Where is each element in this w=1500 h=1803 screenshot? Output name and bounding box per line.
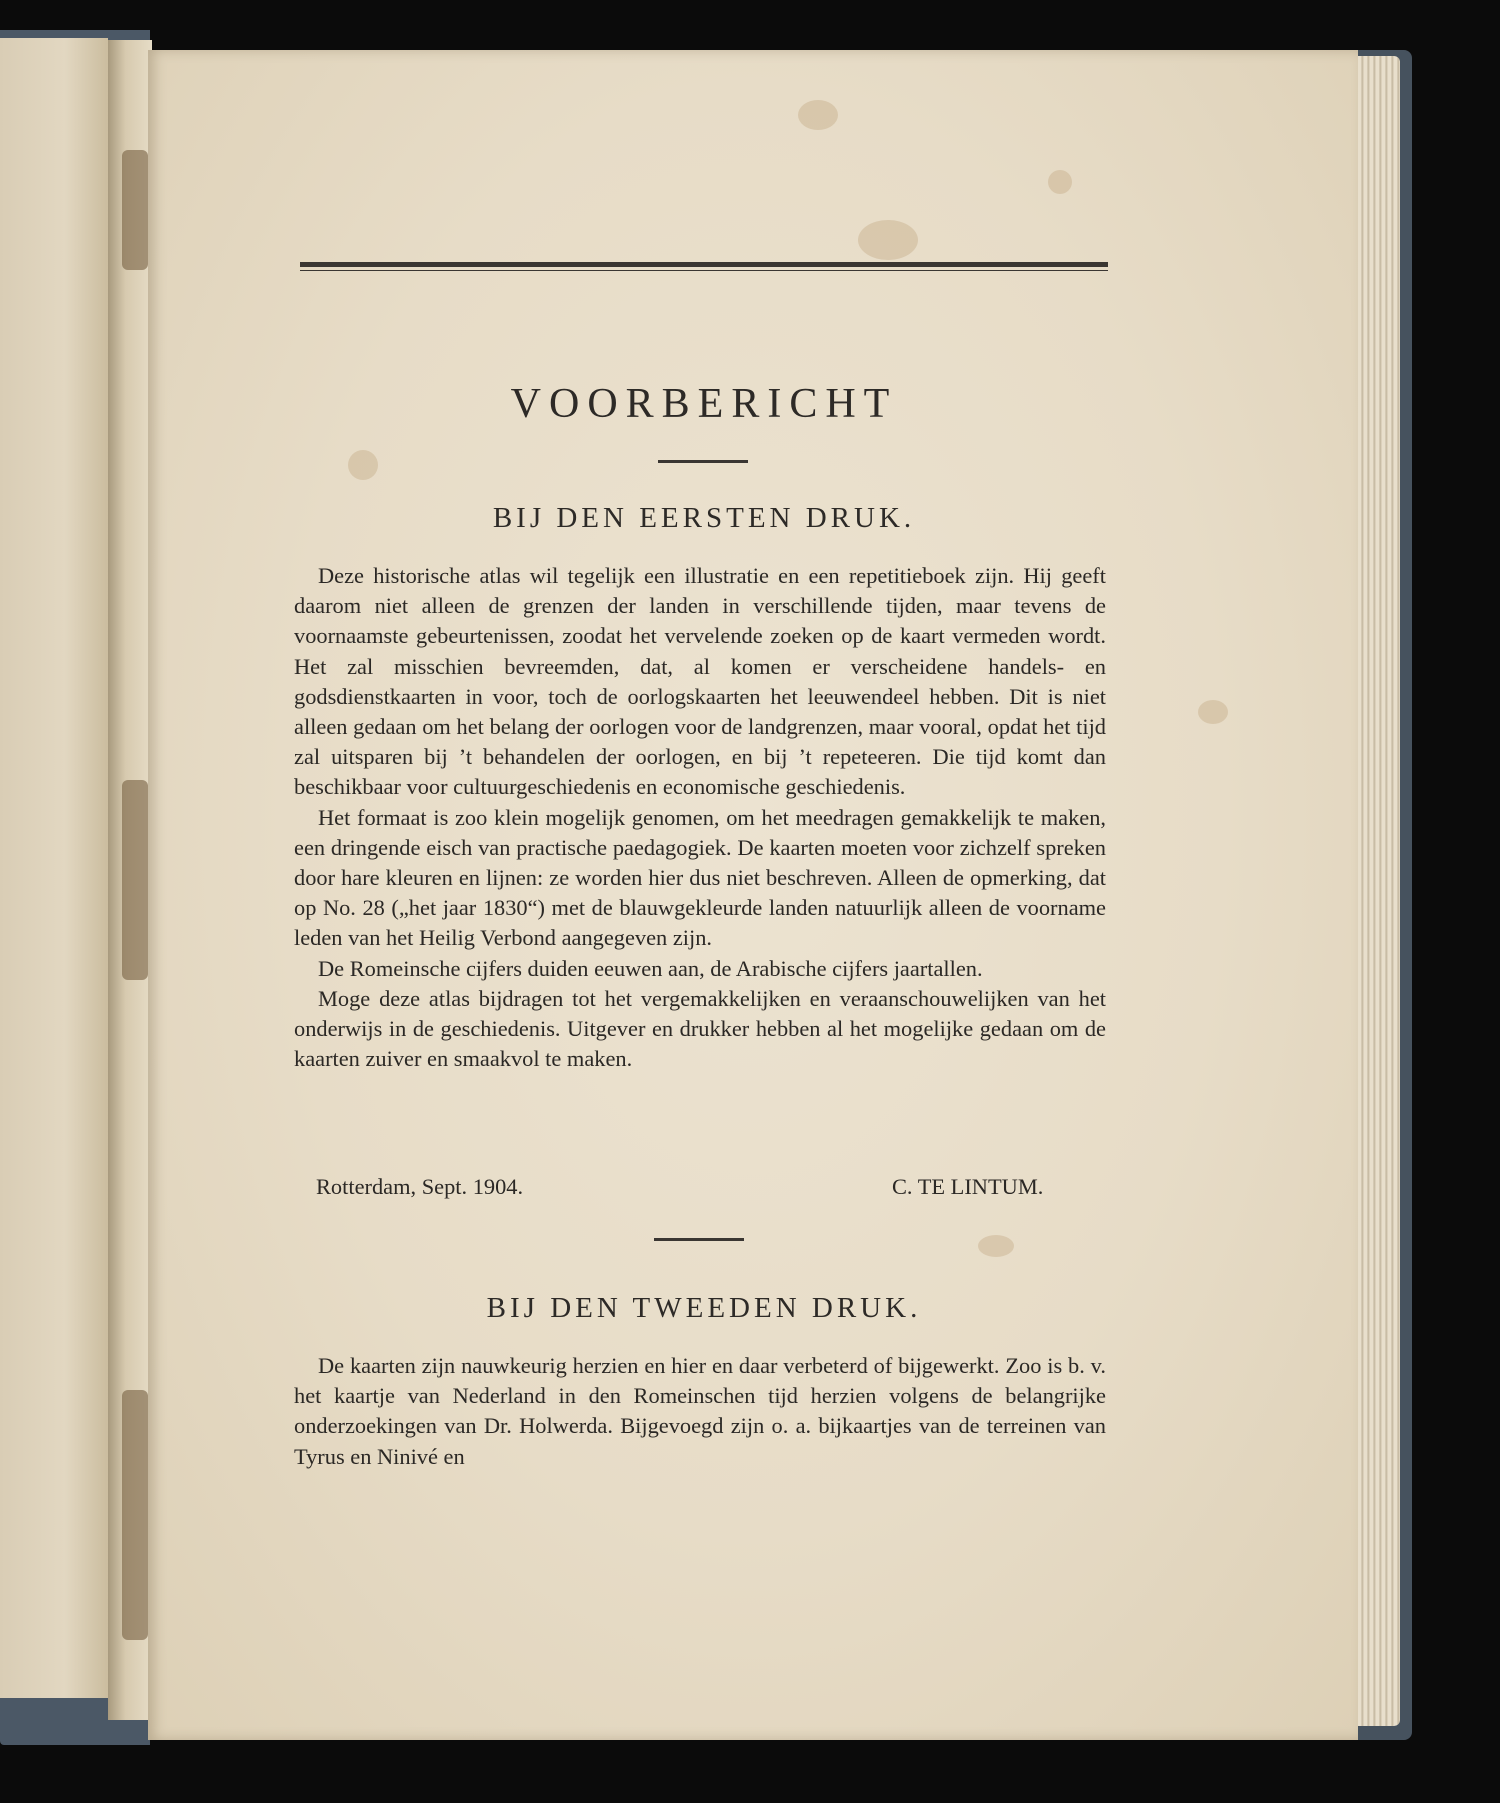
binding-stain	[122, 150, 148, 270]
binding-stain	[122, 780, 148, 980]
second-edition-text	[294, 1351, 1106, 1472]
paragraph: Moge deze atlas bijdragen tot het vergemakkelijken en veraanschouwelijken van het onderwijs in de geschiedenis. Uitgever en drukker hebben al het mogelijke gedaan om de kaarten zuiver en smaakvol te maken.	[294, 985, 1106, 1072]
foxing-spot	[798, 100, 838, 130]
paragraph: De Romeinsche cijfers duiden eeuwen aan, de Arabische cijfers jaartallen.	[318, 955, 983, 981]
left-page	[0, 38, 108, 1698]
foxing-spot	[858, 220, 918, 260]
paragraph: Het formaat is zoo klein mogelijk genomen, om het meedragen gemakkelijk te maken, een dringende eisch van practische paedagogiek. De kaarten moeten voor zichzelf spreken door hare kleuren en lijnen: ze worden hier dus niet beschreven. Alleen de opmerking, dat op No. 28 („het jaar 1830“) met de blauwgekleurde landen natuurlijk alleen de voorname leden van het Heilig Verbond aangegeven zijn.	[294, 804, 1106, 951]
section-divider	[654, 1238, 744, 1241]
author-signature: C. TE LINTUM.	[892, 1174, 1044, 1199]
title-divider	[658, 460, 748, 463]
foxing-spot	[1198, 700, 1228, 724]
first-edition-heading: BIJ DEN EERSTEN DRUK.	[492, 502, 916, 534]
foxing-spot	[1048, 170, 1072, 194]
top-double-rule	[300, 262, 1108, 271]
second-edition-heading: BIJ DEN TWEEDEN DRUK.	[486, 1292, 922, 1324]
foxing-spot	[978, 1235, 1014, 1257]
paragraph: Deze historische atlas wil tegelijk een illustratie en een repetitieboek zijn. Hij geeft daarom niet alleen de grenzen der landen in verschillende tijden, maar tevens de voornaamste gebeurtenissen, zoodat het vervelende zoeken op de kaart vermeden wordt. Het zal misschien bevreemden, dat, al komen er verscheidene handels- en godsdienstkaarten in voor, toch de oorlogskaarten het leeuwendeel hebben. Dit is niet alleen gedaan om het belang der oorlogen voor de landgrenzen, maar vooral, opdat het tijd zal uitsparen bij ’t behandelen der oorlogen, en bij ’t repeteeren. Die tijd komt dan beschikbaar voor cultuurgeschiedenis en economische geschiedenis.	[294, 563, 1106, 800]
page-title: VOORBERICHT	[510, 381, 898, 427]
place-date: Rotterdam, Sept. 1904.	[316, 1174, 524, 1199]
first-edition-text	[294, 561, 1106, 1074]
binding-stain	[122, 1390, 148, 1640]
foxing-spot	[348, 450, 378, 480]
paragraph: De kaarten zijn nauwkeurig herzien en hier en daar verbeterd of bijgewerkt. Zoo is b. v. het kaartje van Nederland in den Romeinschen tijd herzien volgens de belangrijke onderzoekingen van Dr. Holwerda. Bijgevoegd zijn o. a. bijkaartjes van de terreinen van Tyrus en Ninivé en	[294, 1353, 1106, 1469]
